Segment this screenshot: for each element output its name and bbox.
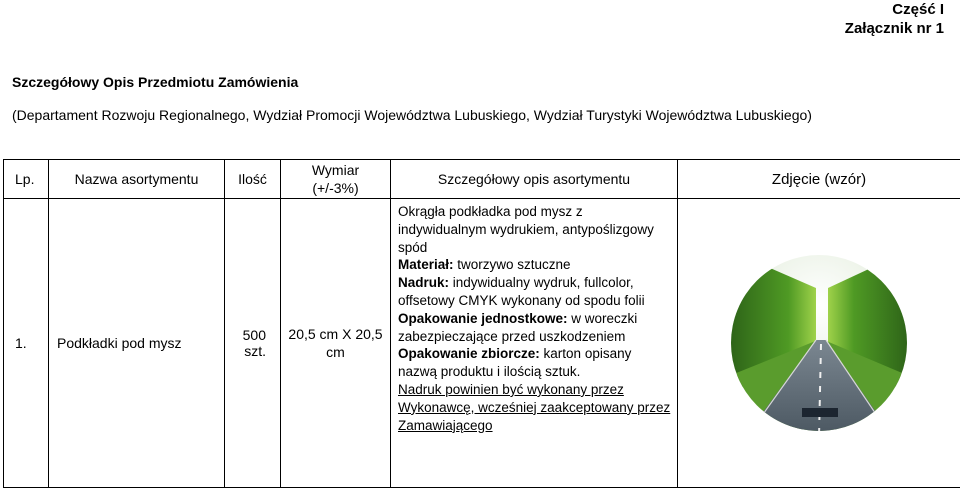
header-lp: Lp. bbox=[4, 160, 49, 199]
desc-bulk-pack bbox=[398, 345, 673, 381]
row-lp: 1. bbox=[4, 199, 49, 488]
desc-material bbox=[398, 256, 673, 274]
annex-label: Załącznik nr 1 bbox=[845, 19, 944, 39]
header-dimension bbox=[281, 160, 391, 199]
row-name: Podkładki pod mysz bbox=[49, 199, 225, 488]
row-dimension bbox=[281, 199, 391, 488]
header-name: Nazwa asortymentu bbox=[49, 160, 225, 199]
specification-table bbox=[3, 159, 960, 488]
table-header-row bbox=[4, 160, 960, 199]
mousepad-photo bbox=[724, 248, 914, 438]
document-title: Szczegółowy Opis Przedmiotu Zamówienia bbox=[12, 74, 298, 90]
desc-print bbox=[398, 274, 673, 310]
material-value: tworzywo sztuczne bbox=[454, 257, 571, 272]
fellowes-logo-box bbox=[802, 408, 838, 417]
table-row bbox=[4, 199, 960, 488]
row-photo bbox=[678, 199, 960, 488]
unit-pack-value: w woreczki zabezpieczające przed uszkodzeniem bbox=[398, 311, 637, 344]
header-dimension-line1: Wymiar bbox=[281, 161, 390, 179]
header-qty: Ilość bbox=[225, 160, 281, 199]
row-qty: 500 szt. bbox=[225, 199, 281, 488]
desc-intro: Okrągła podkładka pod mysz z indywidualnym wydrukiem, antypoślizgowy spód bbox=[398, 203, 673, 256]
header-dimension-line2: (+/-3%) bbox=[281, 179, 390, 197]
desc-note bbox=[398, 381, 673, 434]
material-label: Materiał: bbox=[398, 257, 454, 272]
row-dimension-line1: 20,5 cm X 20,5 bbox=[281, 325, 390, 343]
part-label: Część I bbox=[892, 0, 944, 20]
header-photo: Zdjęcie (wzór) bbox=[678, 160, 960, 199]
note-text: Nadruk powinien być wykonany przez Wykonawcę, wcześniej zaakceptowany przez Zamawiającego bbox=[398, 382, 670, 433]
photo-wrapper bbox=[678, 248, 960, 438]
print-label: Nadruk: bbox=[398, 275, 449, 290]
row-description bbox=[391, 199, 678, 488]
document-subtitle: (Departament Rozwoju Regionalnego, Wydział Promocji Województwa Lubuskiego, Wydział Turystyki Województwa Lubuskiego) bbox=[12, 107, 812, 123]
print-value: indywidualny wydruk, fullcolor, offsetowy CMYK wykonany od spodu folii bbox=[398, 275, 645, 308]
header-description: Szczegółowy opis asortymentu bbox=[391, 160, 678, 199]
unit-pack-label: Opakowanie jednostkowe: bbox=[398, 311, 568, 326]
bulk-pack-label: Opakowanie zbiorcze: bbox=[398, 346, 540, 361]
row-dimension-line2: cm bbox=[281, 343, 390, 361]
desc-unit-pack bbox=[398, 310, 673, 346]
bulk-pack-value: karton opisany nazwą produktu i ilością sztuk. bbox=[398, 346, 631, 379]
